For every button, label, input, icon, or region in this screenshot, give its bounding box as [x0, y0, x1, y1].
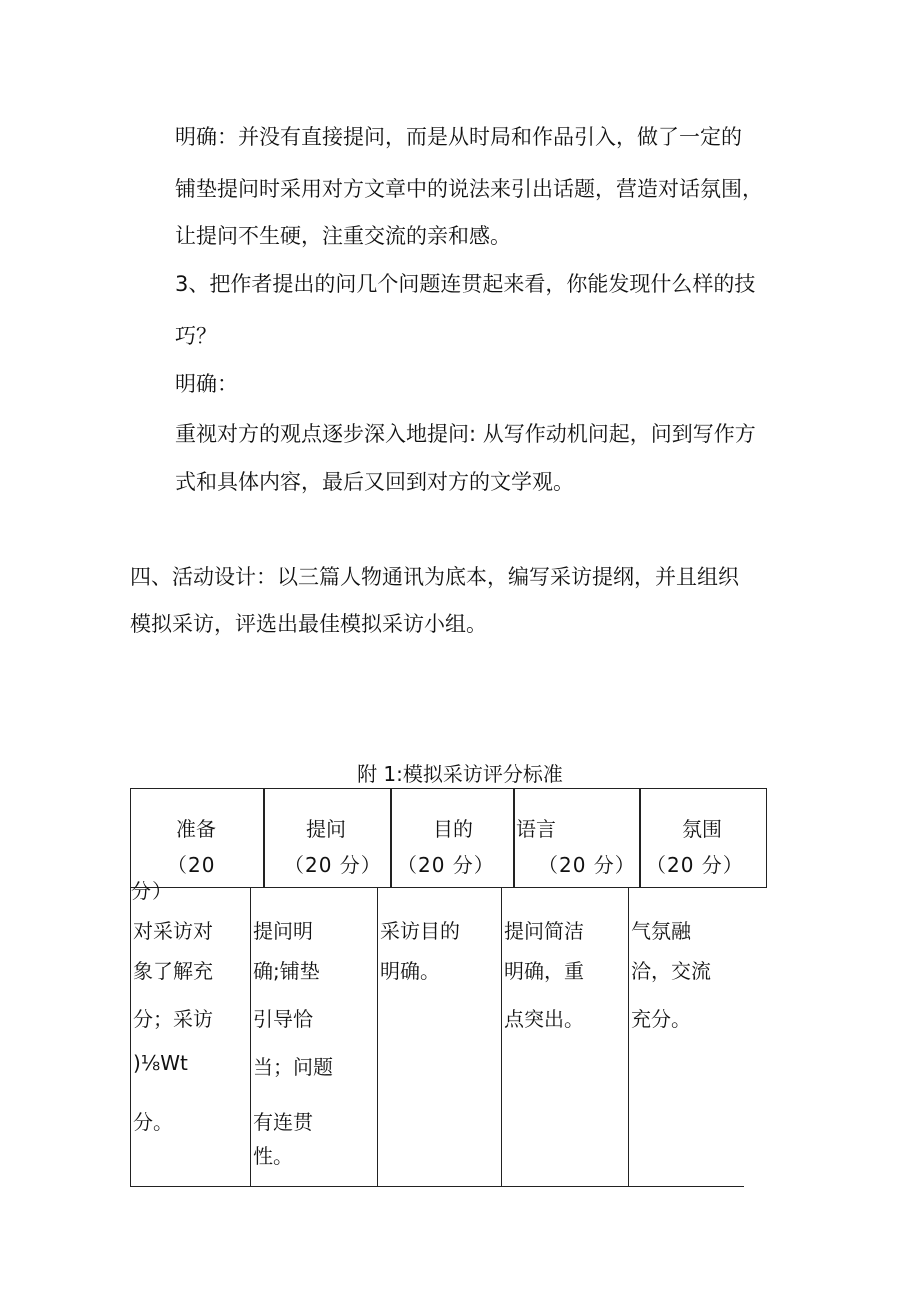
- paragraph-line: 巧？: [175, 324, 217, 348]
- table-bottom-border: [130, 1186, 744, 1187]
- paragraph-line: 明确：: [175, 372, 238, 396]
- cell-line: 洽，交流: [631, 959, 711, 983]
- cell-line: 象了解充: [133, 959, 213, 983]
- header-score-overflow: 分）: [131, 879, 173, 903]
- cell-line: 提问明: [253, 919, 313, 943]
- header-score: （20 分）: [397, 853, 495, 877]
- cell-line: 有连贯: [253, 1110, 313, 1134]
- header-cell-prep: [130, 788, 265, 903]
- cell-line: 明确，重: [504, 959, 584, 983]
- section-heading: 四、活动设计：以三篇人物通讯为底本，编写采访提纲，并且组织: [130, 565, 739, 589]
- cell-line: 性。: [253, 1144, 293, 1168]
- header-title: 目的: [433, 817, 473, 841]
- cell-line: 分。: [133, 1110, 173, 1134]
- header-score: （20: [167, 853, 216, 877]
- header-cell-purpose: [390, 788, 515, 888]
- paragraph-line: 明确：并没有直接提问，而是从时局和作品引入，做了一定的: [175, 125, 742, 149]
- paragraph-line: 重视对方的观点逐步深入地提问: 从写作动机问起，问到写作方: [175, 422, 756, 446]
- body-cell-question: [250, 888, 379, 1186]
- header-score: （20 分）: [538, 853, 636, 877]
- paragraph-line: 式和具体内容，最后又回到对方的文学观。: [175, 470, 574, 494]
- cell-line: 提问简洁: [504, 919, 584, 943]
- header-score: （20 分）: [284, 853, 382, 877]
- paragraph-line: 铺垫提问时采用对方文章中的说法来引出话题，营造对话氛围，: [175, 177, 763, 201]
- header-cell-atmosphere: [639, 788, 767, 888]
- cell-line: 引导恰: [253, 1007, 313, 1031]
- header-title: 氛围: [682, 817, 722, 841]
- paragraph-line: 3、把作者提出的问几个问题连贯起来看，你能发现什么样的技: [175, 272, 756, 296]
- header-cell-language: [513, 788, 641, 888]
- body-cell-language: [501, 888, 630, 1186]
- cell-line: 当；问题: [253, 1055, 333, 1079]
- header-title: 准备: [176, 817, 216, 841]
- paragraph-line: 让提问不生硬，注重交流的亲和感。: [175, 224, 511, 248]
- body-cell-atmosphere: [628, 888, 744, 1186]
- body-cell-prep: [130, 888, 251, 1186]
- cell-line: 充分。: [631, 1007, 691, 1031]
- cell-line: )⅛Wt: [133, 1051, 188, 1075]
- cell-line: 分；采访: [133, 1007, 213, 1031]
- table-caption: 附 1:模拟采访评分标准: [357, 762, 563, 786]
- cell-line: 对采访对: [133, 919, 213, 943]
- cell-line: 点突出。: [504, 1007, 584, 1031]
- header-title: 提问: [306, 817, 346, 841]
- body-cell-purpose: [377, 888, 503, 1186]
- cell-line: 气氛融: [631, 919, 691, 943]
- cell-line: 确;铺垫: [253, 959, 320, 983]
- cell-line: 明确。: [380, 959, 440, 983]
- header-score: （20 分）: [646, 853, 744, 877]
- paragraph-line: 模拟采访，评选出最佳模拟采访小组。: [130, 612, 487, 636]
- header-title: 语言: [516, 817, 556, 841]
- cell-line: 采访目的: [380, 919, 460, 943]
- header-cell-question: [263, 788, 392, 888]
